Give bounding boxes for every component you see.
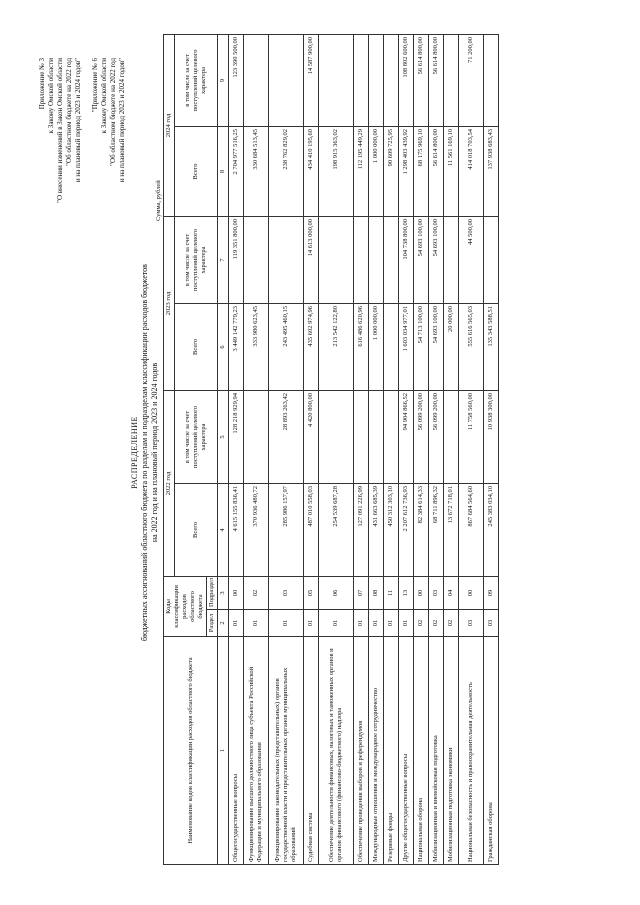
appendix-line: и на плановый период 2023 и 2024 годов" (118, 58, 126, 183)
amount-2023-total: 1 603 034 977,01 (399, 303, 414, 390)
appendix-line: к Закону Омской области (100, 58, 108, 134)
row-podrazdel: 00 (414, 576, 429, 609)
amount-2024-total: 238 762 829,02 (269, 126, 304, 216)
amount-2023-total: 135 343 588,51 (484, 303, 499, 390)
amount-2022-total: 487 010 558,03 (304, 483, 319, 576)
appendix-header (38, 58, 127, 203)
header-target: в том числе за счет поступлений целевого характера (175, 216, 218, 303)
amount-2022-total: 82 384 614,33 (414, 483, 429, 576)
amount-2024-target (384, 34, 399, 126)
amount-2023-target: 54 693 100,00 (414, 216, 429, 303)
amount-2024-target (369, 34, 384, 126)
amount-2023-total: 20 000,00 (444, 303, 459, 390)
row-razdel: 03 (484, 610, 499, 637)
column-index: 5 (218, 390, 229, 483)
table-row (384, 34, 399, 864)
amount-2023-total: 213 542 122,80 (319, 303, 354, 390)
header-total: Всего (175, 126, 218, 216)
amount-2024-target: 71 200,00 (459, 34, 484, 126)
row-podrazdel: 09 (484, 576, 499, 609)
amount-2023-total: 1 000 000,00 (369, 303, 384, 390)
amount-2023-total: 54 693 100,00 (429, 303, 444, 390)
row-razdel: 01 (399, 610, 414, 637)
amount-2024-target: 123 390 500,00 (229, 34, 244, 126)
row-podrazdel: 11 (384, 576, 399, 609)
amount-2022-target: 56 099 200,00 (414, 390, 429, 483)
header-total: Всего (175, 303, 218, 390)
table-row (229, 34, 244, 864)
amount-2022-target (354, 390, 369, 483)
amount-2024-target: 56 614 800,00 (429, 34, 444, 126)
column-index: 6 (218, 303, 229, 390)
amount-2022-target (444, 390, 459, 483)
amount-2022-target (244, 390, 269, 483)
amount-2022-total: 13 672 718,01 (444, 483, 459, 576)
row-name: Судебная система (304, 637, 319, 865)
amount-2023-total: 3 449 142 779,23 (229, 303, 244, 390)
row-podrazdel: 00 (229, 576, 244, 609)
amount-2022-target: 4 420 800,00 (304, 390, 319, 483)
amount-2023-target: 14 613 000,00 (304, 216, 319, 303)
table-row (304, 34, 319, 864)
amount-2022-total: 245 383 034,10 (484, 483, 499, 576)
amount-2023-target (354, 216, 369, 303)
appendix-line: к Закону Омской области (47, 58, 55, 134)
amount-2022-target: 128 218 929,94 (229, 390, 244, 483)
row-name: Другие общегосударственные вопросы (399, 637, 414, 865)
row-razdel: 01 (229, 610, 244, 637)
amount-2024-total: 112 195 449,29 (354, 126, 369, 216)
amount-2024-total: 2 704 977 516,25 (229, 126, 244, 216)
row-podrazdel: 03 (269, 576, 304, 609)
amount-2022-total: 370 936 480,72 (244, 483, 269, 576)
row-name: Национальная оборона (414, 637, 429, 865)
amount-2023-total: 616 486 620,96 (354, 303, 369, 390)
header-year-2024: 2024 год (164, 34, 175, 216)
row-name: Международные отношения и международное сотрудничество (369, 637, 384, 865)
appendix-line: Приложение № 3 (38, 58, 46, 110)
table-row (399, 34, 414, 864)
row-name: Гражданская оборона (484, 637, 499, 865)
amount-2023-target (244, 216, 269, 303)
amount-2022-target: 10 938 300,00 (484, 390, 499, 483)
amount-2022-total: 127 091 226,99 (354, 483, 369, 576)
amount-2023-target: 54 693 100,00 (429, 216, 444, 303)
row-podrazdel: 06 (319, 576, 354, 609)
column-index: 7 (218, 216, 229, 303)
amount-2024-total: 414 018 703,54 (459, 126, 484, 216)
amount-2022-total: 431 663 685,39 (369, 483, 384, 576)
amount-2023-total: 333 980 623,45 (244, 303, 269, 390)
table-row (414, 34, 429, 864)
amount-2024-total: 68 175 969,10 (414, 126, 429, 216)
amount-2024-target (444, 34, 459, 126)
row-razdel: 01 (244, 610, 269, 637)
amount-2023-total: 555 616 565,03 (459, 303, 484, 390)
amount-2022-target: 28 893 263,42 (269, 390, 304, 483)
amount-2022-target (319, 390, 354, 483)
row-podrazdel: 00 (459, 576, 484, 609)
row-name: Обеспечение проведения выборов и референдумов (354, 637, 369, 865)
row-name: Обеспечение деятельности финансовых, налоговых и таможенных органов и органов финансового (финансово-бюджетного) надзора (319, 637, 354, 865)
row-razdel: 01 (319, 610, 354, 637)
appendix-line: "Приложение № 6 (91, 58, 99, 113)
amount-2022-target: 94 904 866,52 (399, 390, 414, 483)
amount-2024-total: 137 938 683,43 (484, 126, 499, 216)
row-razdel: 01 (304, 610, 319, 637)
table-row (369, 34, 384, 864)
amount-2022-total: 867 684 564,60 (459, 483, 484, 576)
row-name: Функционирование законодательных (представительных) органов государственной власти и представительных органов муниципальных образований (269, 637, 304, 865)
amount-2024-total: 90 609 725,95 (384, 126, 399, 216)
appendix-line: и на плановый период 2023 и 2024 годов" (74, 58, 82, 183)
units-label: Сумма, рублей (155, 180, 162, 221)
amount-2023-target (319, 216, 354, 303)
row-podrazdel: 03 (429, 576, 444, 609)
amount-2023-target (369, 216, 384, 303)
row-podrazdel: 08 (369, 576, 384, 609)
title-line: бюджетных ассигнований областного бюджета по разделам и подразделам классификации расходов бюджетов (140, 264, 149, 641)
row-podrazdel: 04 (444, 576, 459, 609)
row-razdel: 01 (384, 610, 399, 637)
appendix-line: "О внесении изменений в Закон Омской области (56, 58, 64, 203)
amount-2023-target: 119 351 800,00 (229, 216, 244, 303)
amount-2022-target (369, 390, 384, 483)
document-title (130, 0, 160, 905)
amount-2024-total: 434 410 195,60 (304, 126, 319, 216)
header-target: в том числе за счет поступлений целевого характера (175, 390, 218, 483)
amount-2024-total: 1 000 000,00 (369, 126, 384, 216)
amount-2024-target (319, 34, 354, 126)
table-row (244, 34, 269, 864)
title-heading: РАСПРЕДЕЛЕНИЕ (130, 416, 139, 489)
row-podrazdel: 13 (399, 576, 414, 609)
row-podrazdel: 07 (354, 576, 369, 609)
row-razdel: 01 (354, 610, 369, 637)
amount-2024-total: 1 298 403 439,92 (399, 126, 414, 216)
amount-2022-total: 2 207 612 736,93 (399, 483, 414, 576)
amount-2024-target (354, 34, 369, 126)
amount-2022-target: 11 758 560,00 (459, 390, 484, 483)
appendix-line: "Об областном бюджете на 2022 год (65, 58, 73, 166)
header-year-2022: 2022 год (164, 390, 175, 576)
table-row (444, 34, 459, 864)
table-row (484, 34, 499, 864)
amount-2023-target (269, 216, 304, 303)
amount-2023-target: 44 500,00 (459, 216, 484, 303)
table-row (269, 34, 304, 864)
header-razdel: Раздел (207, 610, 218, 637)
amount-2024-target (244, 34, 269, 126)
row-razdel: 02 (414, 610, 429, 637)
row-razdel: 03 (459, 610, 484, 637)
amount-2024-target: 14 587 900,00 (304, 34, 319, 126)
row-razdel: 02 (444, 610, 459, 637)
amount-2023-target (444, 216, 459, 303)
column-index: 8 (218, 126, 229, 216)
row-podrazdel: 02 (244, 576, 269, 609)
table-row (429, 34, 444, 864)
amount-2024-total: 330 684 513,45 (244, 126, 269, 216)
amount-2022-total: 285 986 157,97 (269, 483, 304, 576)
amount-2023-total: 243 495 460,15 (269, 303, 304, 390)
table-row (459, 34, 484, 864)
amount-2024-total: 56 614 800,00 (429, 126, 444, 216)
header-name: Наименование кодов классификации расходов областного бюджета (164, 637, 218, 865)
row-name: Мобилизационная подготовка экономики (444, 637, 459, 865)
amount-2023-target (384, 216, 399, 303)
table-row (354, 34, 369, 864)
amount-2022-total: 254 539 687,28 (319, 483, 354, 576)
row-name: Мобилизационная и вневойсковая подготовка (429, 637, 444, 865)
amount-2023-target: 104 738 800,00 (399, 216, 414, 303)
amount-2023-total (384, 303, 399, 390)
header-codes: Коды классификации расходов областного бюджета (164, 576, 207, 636)
row-name: Общегосударственные вопросы (229, 637, 244, 865)
column-index: 3 (218, 576, 229, 609)
header-target: в том числе за счет поступлений целевого характера (175, 34, 218, 126)
column-index: 2 (218, 610, 229, 637)
row-name: Национальная безопасность и правоохранительная деятельность (459, 637, 484, 865)
column-index: 9 (218, 34, 229, 126)
amount-2024-total: 11 561 169,10 (444, 126, 459, 216)
amount-2023-total: 54 713 100,00 (414, 303, 429, 390)
header-podrazdel: Подраздел (207, 576, 218, 609)
amount-2022-target: 56 099 200,00 (429, 390, 444, 483)
amount-2022-total: 450 312 303,10 (384, 483, 399, 576)
row-razdel: 01 (369, 610, 384, 637)
header-year-2023: 2023 год (164, 216, 175, 390)
amount-2022-total: 68 711 896,32 (429, 483, 444, 576)
title-line: на 2022 год и на плановый период 2023 и 2024 годов (150, 362, 159, 543)
row-name: Резервные фонды (384, 637, 399, 865)
column-index: 4 (218, 483, 229, 576)
appendix-line: "Об областном бюджете на 2022 год (109, 58, 117, 166)
row-razdel: 02 (429, 610, 444, 637)
row-razdel: 01 (269, 610, 304, 637)
amount-2024-target (269, 34, 304, 126)
table-body (229, 34, 499, 864)
amount-2023-total: 435 602 974,96 (304, 303, 319, 390)
table-row (319, 34, 354, 864)
amount-2024-target (484, 34, 499, 126)
amount-2024-target: 108 802 600,00 (399, 34, 414, 126)
amount-2022-total: 4 615 155 836,41 (229, 483, 244, 576)
amount-2024-target: 56 614 800,00 (414, 34, 429, 126)
header-total: Всего (175, 483, 218, 576)
amount-2023-target (484, 216, 499, 303)
budget-table (163, 34, 499, 865)
row-name: Функционирование высшего должностного лица субъекта Российской Федерации и муниципального образования (244, 637, 269, 865)
amount-2024-total: 198 915 363,02 (319, 126, 354, 216)
column-index: 1 (218, 637, 229, 865)
amount-2022-target (384, 390, 399, 483)
row-podrazdel: 05 (304, 576, 319, 609)
